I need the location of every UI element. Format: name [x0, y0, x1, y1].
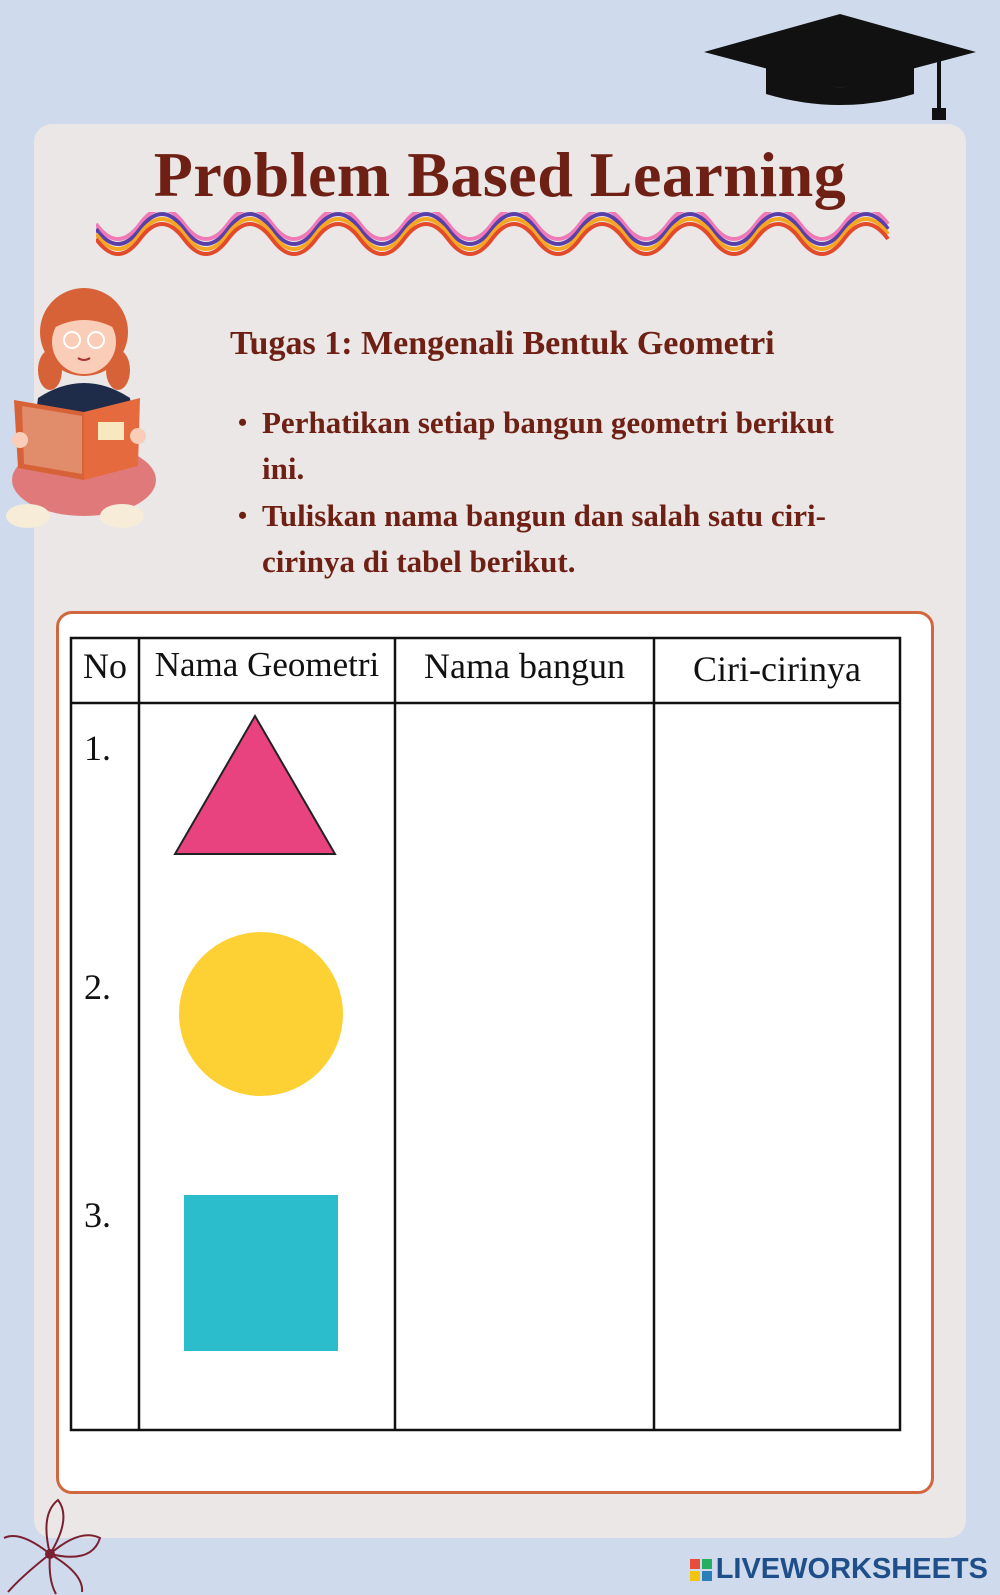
column-header-nama-geometri: Nama Geometri	[154, 645, 380, 684]
instruction-item: • Perhatikan setiap bangun geometri berikut ini.	[238, 400, 838, 492]
brand-text: LIVEWORKSHEETS	[715, 1553, 988, 1585]
column-header-no: No	[83, 646, 127, 686]
column-header-nama-bangun: Nama bangun	[424, 646, 625, 686]
row-number: 2.	[84, 967, 111, 1007]
row-number: 3.	[84, 1195, 111, 1235]
instruction-item: • Tuliskan nama bangun dan salah satu ciri-cirinya di tabel berikut.	[238, 493, 838, 585]
row-number: 1.	[84, 728, 111, 768]
liveworksheets-logo	[690, 1553, 988, 1586]
flower-decoration-icon	[0, 1494, 110, 1595]
brand-logo-icon	[690, 1559, 712, 1581]
triangle-shape	[170, 712, 340, 858]
circle-shape	[178, 931, 344, 1097]
page-title: Problem Based Learning	[153, 139, 847, 210]
column-header-ciri-cirinya: Ciri-cirinya	[693, 649, 861, 689]
square-shape	[184, 1195, 338, 1351]
task-heading: Tugas 1: Mengenali Bentuk Geometri	[230, 325, 775, 362]
